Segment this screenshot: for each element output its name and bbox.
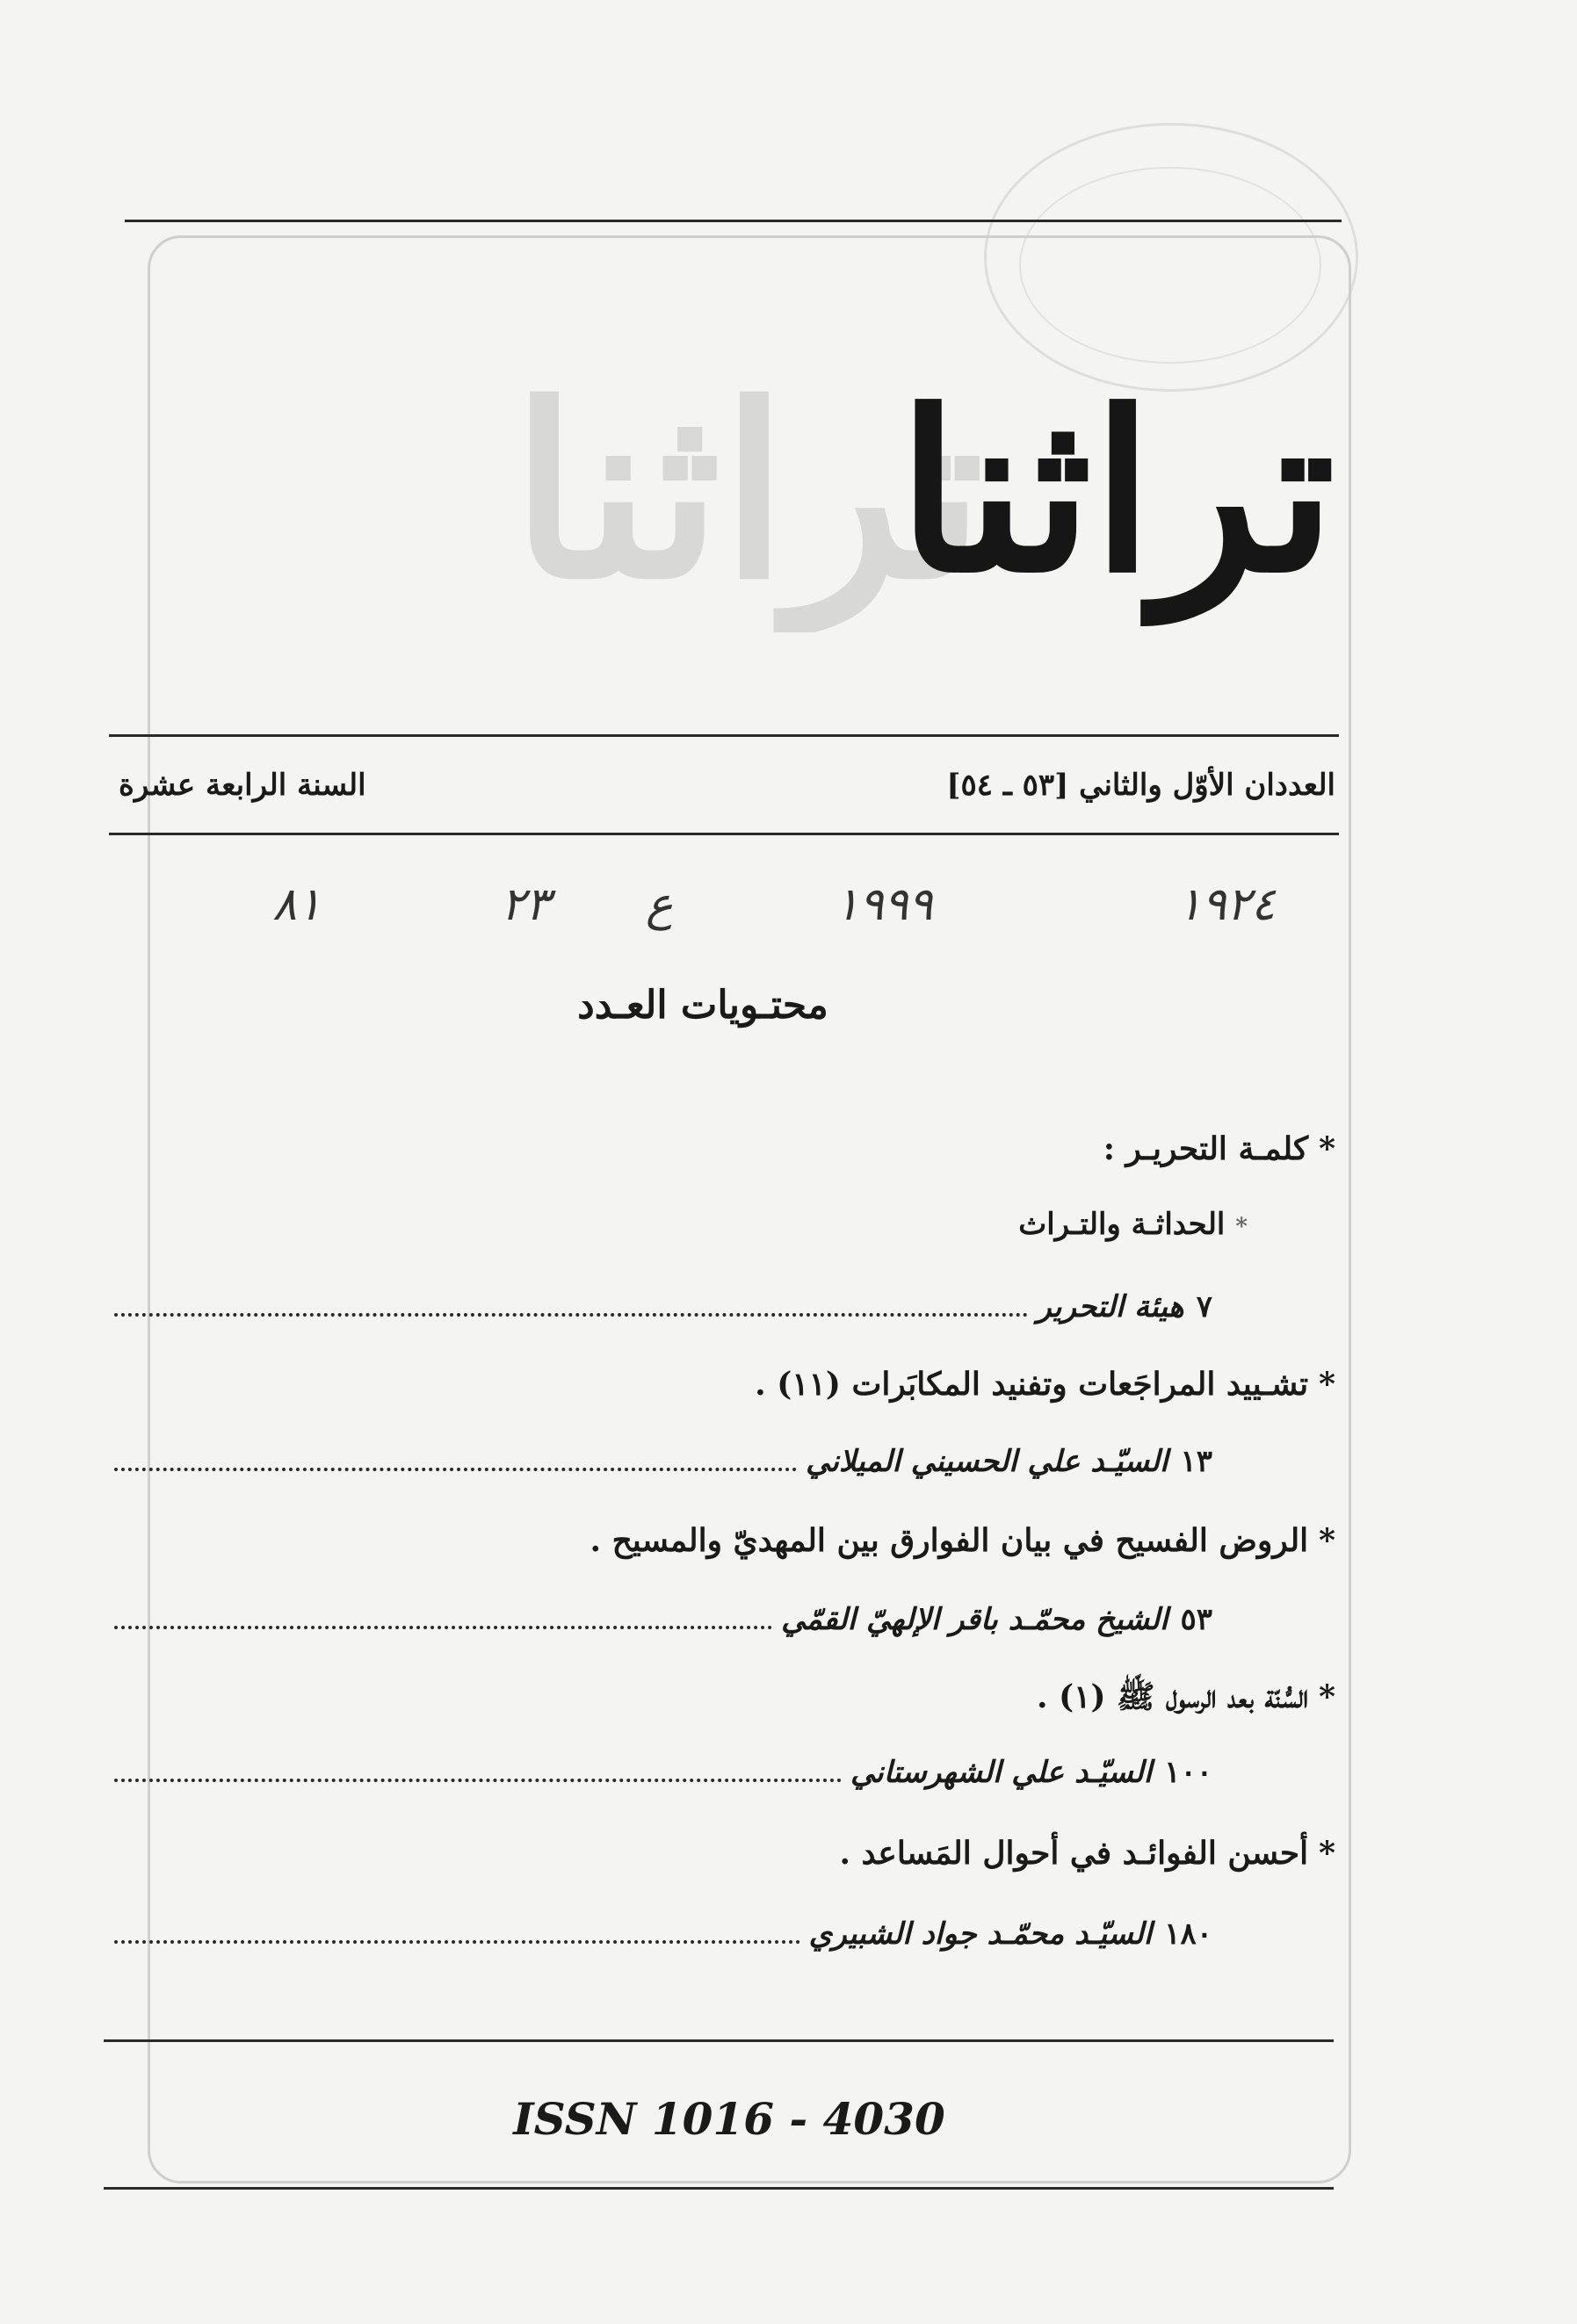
entry-title: تشـييد المراجَعات وتفنيد المكابَرات (١١) . xyxy=(755,1366,1309,1403)
handwritten-note-d: ٢٣ xyxy=(501,878,550,931)
entry-page-number: ١٣ xyxy=(1180,1444,1212,1479)
entry-title: الحداثـة والتـراث xyxy=(1018,1207,1226,1242)
contents-heading: محتـويات العـدد xyxy=(577,983,828,1028)
handwritten-note-a: ١٩٢٤ xyxy=(1177,878,1276,931)
entry-title: كلمـة التحريـر : xyxy=(1103,1130,1309,1167)
contents-entry-1 xyxy=(1018,1200,1248,1249)
dot-leader xyxy=(114,1940,800,1944)
contents-entry-5 xyxy=(839,1829,1335,1878)
entry-author: هيئة التحرير xyxy=(1037,1289,1184,1324)
dot-leader xyxy=(114,1779,842,1782)
entry-page-number: ١٨٠ xyxy=(1164,1916,1212,1952)
entry-author: السيّـد محمّـد جواد الشبيري xyxy=(808,1916,1153,1952)
entry-author: الشيخ محمّـد باقر الإلهيّ القمّي xyxy=(781,1602,1168,1637)
contents-entry-2 xyxy=(755,1360,1335,1409)
issue-numbers: العددان الأوّل والثاني [٥٣ ـ ٥٤] xyxy=(946,768,1335,803)
issn-number: ISSN 1016 - 4030 xyxy=(513,2093,945,2145)
logo-watermark: تراثنا xyxy=(510,352,984,632)
handwritten-note-e: ٨١ xyxy=(272,878,322,931)
issue-rule-top xyxy=(109,734,1339,737)
contents-entry-3 xyxy=(590,1516,1336,1565)
entry-author-line-3 xyxy=(114,1595,1212,1644)
issue-year: السنة الرابعة عشرة xyxy=(119,768,366,803)
contents-entry-editorial xyxy=(1103,1124,1335,1173)
entry-marker: * xyxy=(1319,1130,1335,1167)
entry-title: أحسن الفوائـد في أحوال المَساعد . xyxy=(839,1835,1309,1872)
contents-entry-4 xyxy=(1037,1672,1335,1721)
entry-author: السيّـد علي الشهرستاني xyxy=(850,1755,1153,1790)
issn-rule-bottom xyxy=(104,2187,1334,2190)
entry-marker: * xyxy=(1319,1366,1335,1403)
entry-author-line-5 xyxy=(114,1909,1212,1959)
handwritten-note-c: ع xyxy=(646,878,674,931)
entry-marker: * xyxy=(1319,1678,1335,1715)
issue-rule-bottom xyxy=(109,833,1339,835)
entry-author-line-1 xyxy=(114,1282,1212,1332)
entry-marker: * xyxy=(1319,1522,1335,1559)
entry-marker: * xyxy=(1319,1835,1335,1872)
top-rule xyxy=(125,220,1342,222)
entry-author-line-4 xyxy=(114,1748,1212,1797)
entry-page-number: ٥٣ xyxy=(1180,1602,1212,1637)
dot-leader xyxy=(114,1626,772,1629)
entry-page-number: ١٠٠ xyxy=(1164,1755,1212,1790)
entry-author: السيّـد علي الحسيني الميلاني xyxy=(806,1444,1168,1479)
entry-marker: * xyxy=(1235,1214,1248,1240)
entry-title: الروض الفسيح في بيان الفوارق بين المهديّ والمسيح . xyxy=(590,1522,1309,1559)
entry-title: السُّنّة بعد الرسول ﷺ (١) . xyxy=(1037,1678,1309,1715)
journal-logo-title: تراثنا xyxy=(897,363,1335,621)
entry-page-number: ٧ xyxy=(1196,1289,1212,1324)
dot-leader xyxy=(114,1313,1028,1317)
entry-author-line-2 xyxy=(114,1437,1212,1486)
issn-rule-top xyxy=(104,2039,1334,2042)
dot-leader xyxy=(114,1468,797,1471)
handwritten-note-b: ١٩٩٩ xyxy=(835,878,933,931)
